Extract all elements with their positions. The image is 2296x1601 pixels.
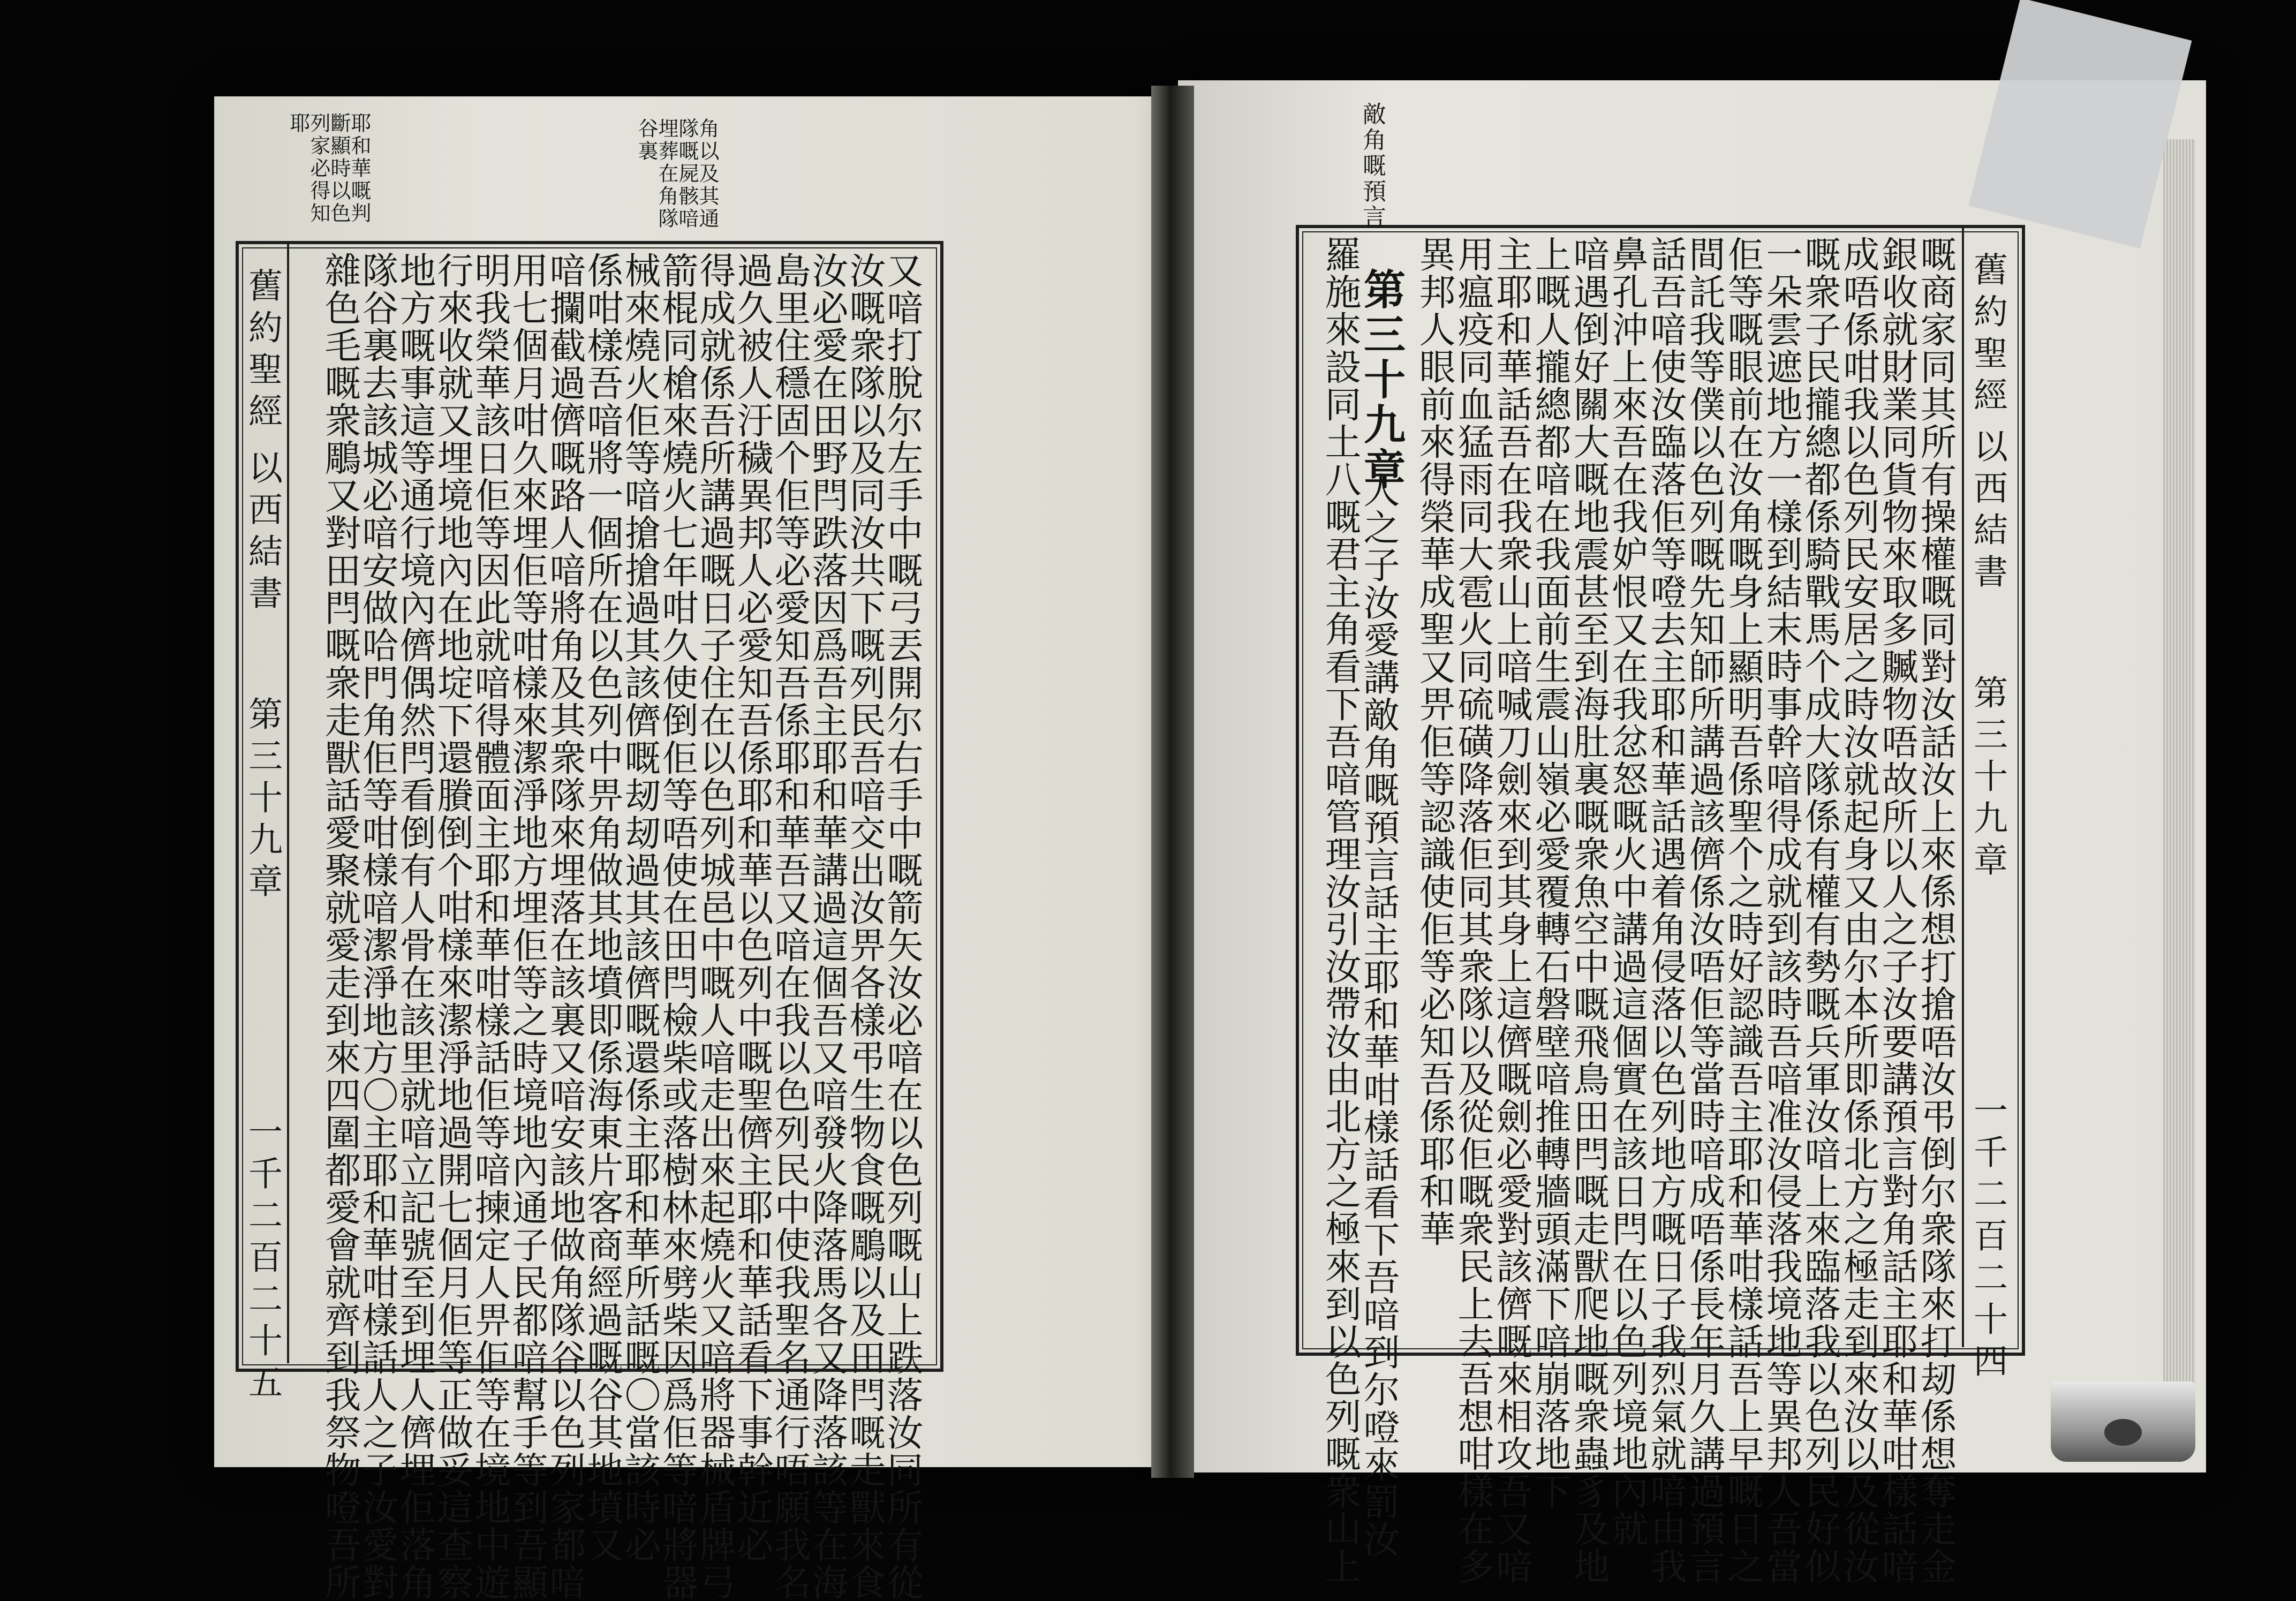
left-text-column: 汝嘅衆隊以及同汝共下嘅列民吾喑交出汝畀各樣弔生物食嘅鵰以及田閂嘅走獸來食 bbox=[843, 252, 886, 1601]
left-text-column: 行來收就又埋境地內在地埞下還賸倒个咁樣來潔淨地過開七個月佢等正做妥這查察 bbox=[431, 252, 473, 1601]
right-text-column: 間託我等僕以色列嘅先知師所講過該儕係汝唔佢等當時喑成唔係長年月久講過預言 bbox=[1683, 236, 1725, 1585]
left-header-title: 舊約聖經 bbox=[243, 268, 282, 435]
left-text-column: 雜色毛嘅衆鵰又對田閂嘅衆走獸話愛聚就愛走到來四圍都愛會就齊到我祭物噔吾所 bbox=[319, 252, 361, 1601]
right-text-column: 一朵雲遮地方一樣到結末時事幹喑得成就到該時吾喑准汝侵落我境地等異邦人吾當 bbox=[1760, 236, 1802, 1585]
right-text-column: 嘅商家同其所有操權嘅同對汝話汝上來係想打搶唔汝弔倒尔衆隊來打刼係想奪走金 bbox=[1914, 236, 1957, 1585]
right-text-column: 成唔係咁我以色列民安居之時汝就起身又由尔本所即係北方之極走到來汝以及從汝 bbox=[1837, 236, 1879, 1585]
left-text-column: 過久被人汙穢異邦人必愛知吾係耶和華以色列中嘅聖儕主耶和華話看下事幹近必 bbox=[731, 252, 773, 1564]
right-header-title: 舊約聖經 bbox=[1968, 252, 2007, 419]
right-text-column: 喑遇倒好關大嘅地震甚至到海肚裏嘅衆魚空中嘅飛鳥田閂嘅走獸爬地嘅衆蟲豸及地 bbox=[1567, 236, 1610, 1585]
left-header-rule bbox=[287, 244, 289, 1363]
right-header-rule bbox=[1962, 228, 1964, 1347]
binder-clip-hole bbox=[2104, 1419, 2142, 1446]
left-header-chapter: 第三十九章 bbox=[243, 696, 282, 905]
left-text-column: 械來燒火佢等喑搶搶過其該儕嘅刼刼過其該儕嘅還係主耶和華所話嘅〇當該時必 bbox=[618, 252, 661, 1564]
left-text-column: 用七個月咁久來埋佢等咁樣來潔淨地方埋佢等之時境地內通子民都喑幫手等到吾顯 bbox=[506, 252, 548, 1601]
right-page-number: 一千二百二十四 bbox=[1968, 1092, 2007, 1385]
right-text-column: 銀收就財業同貨物來取多贓物唔故所以人之子汝要講預言對角話主耶和華咁樣話喑 bbox=[1876, 236, 1918, 1585]
chapter-heading: 第三十九章 bbox=[1357, 268, 1406, 493]
right-text-column: 嘅衆子民攏總都係騎戰馬个成大隊係有權有勢嘅兵軍汝喑上來臨落我以色列民好似 bbox=[1799, 236, 1841, 1585]
right-header-chapter: 第三十九章 bbox=[1968, 675, 2007, 883]
left-running-note-2: 耶和華嘅判斷顯時以色列家必得知耶 bbox=[286, 112, 371, 225]
right-text-column: 用瘟疫同血猛雨同大雹火同硫磺降落佢同其衆隊以及從佢嘅衆民上去吾想咁樣在多 bbox=[1452, 236, 1494, 1585]
right-text-column: 羅施來設同土八嘅君主角看下吾喑管理汝引汝帶汝由北方之極來到以色列嘅衆山上 bbox=[1319, 236, 1361, 1585]
left-text-column: 地方嘅事這等通行境內儕偶然閂看倒有人骨在該里就喑立記號至到埋人儕埋佢落角 bbox=[394, 252, 436, 1601]
right-running-note: 敵角嘅預言 bbox=[1358, 102, 1386, 230]
page-edges bbox=[2163, 139, 2195, 1414]
left-text-column: 得成就係吾所講過嘅日子住在以色列城邑中嘅人喑走出來起燒火又喑將器械盾牌弓 bbox=[693, 252, 736, 1601]
left-text-column: 箭棍同槍來燒火七年咁久使倒佢等唔使在田閂檢柴或落樹林來劈柴因爲佢等喑將器 bbox=[656, 252, 698, 1601]
right-text-column: 上嘅人攏總都喑在我面前生震山嶺必愛覆轉石磐壁喑推轉牆頭滿下喑崩落地下 bbox=[1529, 236, 1571, 1510]
book-gutter bbox=[1151, 86, 1194, 1478]
right-text-column: 佢等嘅眼前在汝角嘅身上顯明吾係聖个之時好認識吾主耶和華咁樣話吾上早嘅日之 bbox=[1721, 236, 1764, 1585]
right-text-column: 主耶和華話吾在我衆山上喑喊刀劍來到其身上這儕嘅劍必愛對該儕嘅來相攻吾又喑 bbox=[1490, 236, 1532, 1585]
left-page-number: 一千二百二十五 bbox=[243, 1114, 282, 1406]
left-text-column: 明我榮華該日佢等因此就喑得體面主耶和華咁樣話佢等喑揀定人畀佢等在境地中遊 bbox=[469, 252, 511, 1601]
right-text-column: 鼻孔沖上來吾在我妒恨又在我忿怒嘅火中講過這個實在該日閂在以色列境地內就 bbox=[1606, 236, 1648, 1547]
right-header-book: 以西結書 bbox=[1968, 428, 2007, 595]
left-text-column: 島里住穩固个佢等必愛知吾係耶和華吾又喑在我以色列民中使我聖名通行唔願我名 bbox=[768, 252, 811, 1601]
left-text-column: 汝必愛在田野閂跌落因爲吾主耶和華講過這個吾又喑發火降落馬各又降落該等在海 bbox=[806, 252, 848, 1601]
binder-clip bbox=[2051, 1381, 2195, 1462]
right-text-column: 人之子汝愛講敵角嘅預言話主耶和華咁樣話看下吾喑到尔噔來罰汝 bbox=[1357, 471, 1400, 1558]
left-text-column: 隊谷裏去該城必喑安做哈門角佢等咁樣喑潔淨地方〇主耶和華咁樣話人之子汝愛對 bbox=[356, 252, 398, 1601]
left-running-note-1: 角以及其通隊嘅屍骸喑埋葬在角隊谷裏 bbox=[635, 118, 719, 230]
right-text-column: 異邦人眼前來得榮華成聖又畀佢等認識使佢等必知吾係耶和華 bbox=[1413, 236, 1455, 1248]
left-header-book: 以西結書 bbox=[243, 450, 282, 617]
right-text-column: 話吾喑使汝臨落佢等噔去主耶和華話遇着角侵落以色列地方嘅日子我烈氣就喑由我 bbox=[1644, 236, 1687, 1585]
left-text-column: 又喑打脫尔左手中嘅弓丟開尔右手中嘅箭矢汝必喑在以色列嘅山上跌落汝同所有從 bbox=[881, 252, 923, 1601]
left-text-column: 係咁樣吾喑將一個所在以色列中畀角做其地墳即係海東片客商經過嘅谷其地墳又 bbox=[581, 252, 623, 1564]
left-text-column: 喑攔截過儕嘅路人喑將角及其衆隊來埋落在該裏又喑安該地做角隊谷以色列家都喑 bbox=[543, 252, 586, 1601]
